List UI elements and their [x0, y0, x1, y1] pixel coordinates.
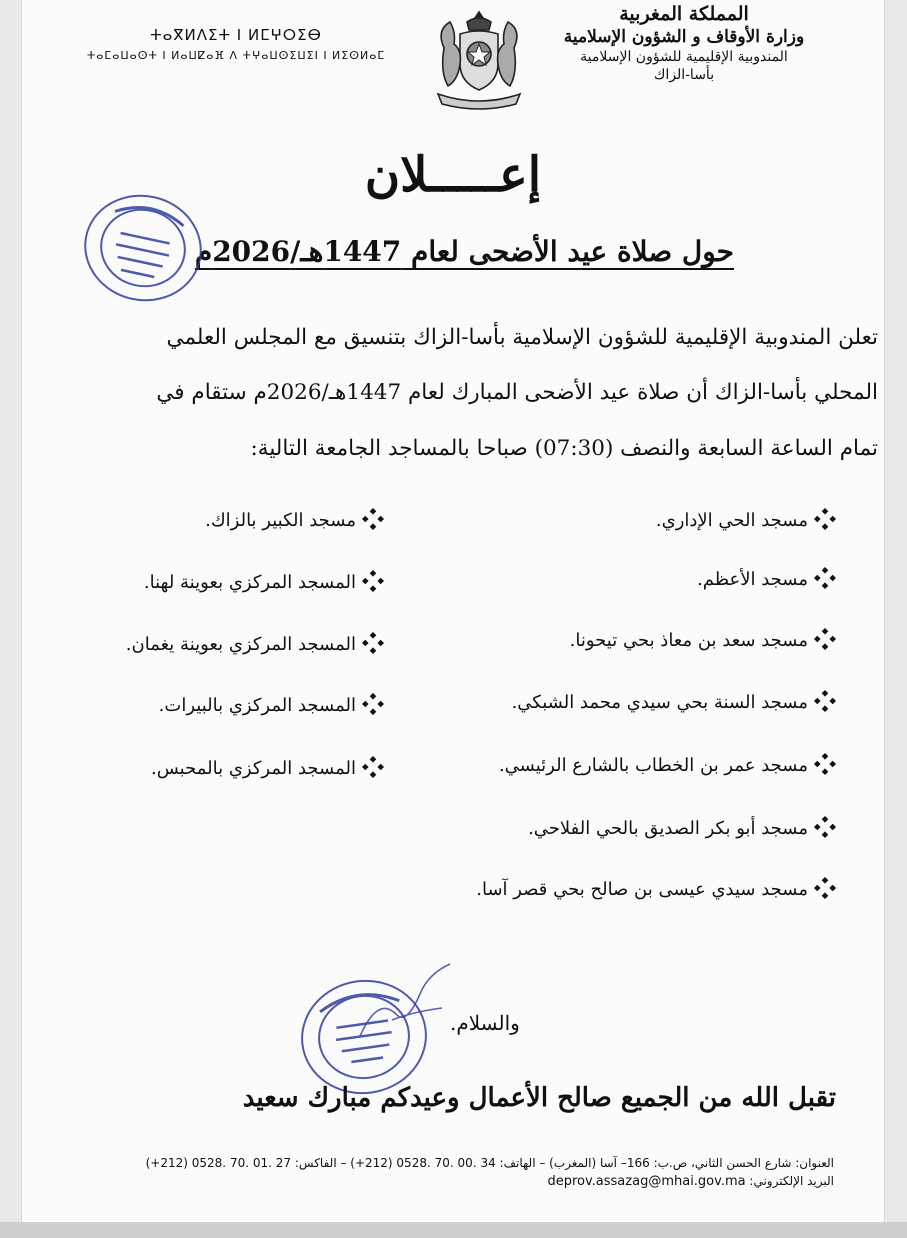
mosque-list-item: [528, 816, 836, 842]
eid-wishes: تقبل الله من الجميع صالح الأعمال وعيدكم مبارك سعيد: [242, 1083, 836, 1113]
mosque-list-item: [697, 567, 836, 593]
bullet-diamond-icon: [362, 570, 384, 592]
header-city: بأسا-الزاك: [653, 67, 715, 83]
footer: [74, 1154, 834, 1191]
header-tifinagh-kingdom: ⵜⴰⴳⵍⴷⵉⵜ ⵏ ⵍⵎⵖⵔⵉⴱ: [150, 26, 322, 44]
mosque-list-item: [126, 632, 384, 658]
mosque-list-item: [656, 508, 836, 534]
footer-email-label: البريد الإلكتروني:: [749, 1174, 834, 1188]
mosque-list-item: [476, 877, 836, 903]
bullet-diamond-icon: [362, 632, 384, 654]
mosque-list-item: [159, 693, 384, 719]
mosque-name: مسجد عمر بن الخطاب بالشارع الرئيسي.: [498, 755, 808, 776]
bullet-diamond-icon: [814, 628, 836, 650]
footer-address: العنوان: شارع الحسن الثاني، ص.ب: 166– آسا (المغرب) – الهاتف: 34 .00 .70 .0528 (212+) – الفاكس: 27 .01 .70 .0528 (212+): [145, 1156, 834, 1170]
header-kingdom: المملكة المغربية: [619, 3, 749, 25]
document-page: [22, 0, 884, 1222]
mosque-name: مسجد أبو بكر الصديق بالحي الفلاحي.: [528, 818, 808, 839]
mosque-list-item: [570, 628, 836, 654]
bullet-diamond-icon: [362, 508, 384, 530]
mosque-list-item: [499, 753, 836, 779]
bullet-diamond-icon: [362, 693, 384, 715]
mosque-name: مسجد سيدي عيسى بن صالح بحي قصر آسا.: [476, 879, 808, 900]
mosque-name: المسجد المركزي بالمحبس.: [151, 758, 356, 779]
bullet-diamond-icon: [814, 877, 836, 899]
body-line-3: تمام الساعة السابعة والنصف (07:30) صباحا بالمساجد الجامعة التالية:: [250, 436, 878, 461]
mosque-list-item: [205, 508, 384, 534]
mosque-name: المسجد المركزي بالبيرات.: [158, 695, 356, 716]
mosque-list-item: [151, 756, 384, 782]
mosque-name: مسجد السنة بحي سيدي محمد الشبكي.: [511, 692, 808, 713]
bullet-diamond-icon: [814, 567, 836, 589]
body-line-1: تعلن المندوبية الإقليمية للشؤون الإسلامية بأسا-الزاك بتنسيق مع المجلس العلمي: [166, 325, 878, 350]
mosque-list-item: [144, 570, 384, 596]
announcement-subtitle: حول صلاة عيد الأضحى لعام 1447هـ/2026م: [194, 235, 734, 268]
mosque-name: مسجد الكبير بالزاك.: [205, 510, 356, 531]
mosque-name: مسجد سعد بن معاذ بحي تيحونا.: [569, 630, 808, 651]
mosque-list-item: [512, 690, 836, 716]
signature-icon: [352, 960, 462, 1050]
mosque-name: مسجد الحي الإداري.: [655, 510, 808, 531]
header-delegation: المندوبية الإقليمية للشؤون الإسلامية: [580, 49, 788, 65]
bullet-diamond-icon: [814, 753, 836, 775]
closing-greeting: والسلام.: [450, 1011, 520, 1035]
header-ministry: وزارة الأوقاف و الشؤون الإسلامية: [563, 27, 805, 47]
page-shadow: [0, 1222, 907, 1238]
bullet-diamond-icon: [814, 690, 836, 712]
moroccan-coat-of-arms-icon: [420, 8, 538, 112]
official-stamp-icon: [67, 176, 219, 320]
bullet-diamond-icon: [814, 816, 836, 838]
body-line-2: المحلي بأسا-الزاك أن صلاة عيد الأضحى المبارك لعام 1447هـ/2026م ستقام في: [156, 380, 878, 405]
header-tifinagh-ministry: ⵜⴰⵎⴰⵡⴰⵙⵜ ⵏ ⵍⴰⵡⵇⴰⴼ ⴷ ⵜⵖⴰⵡⵙⵉⵡⵉⵏ ⵏ ⵍⵉⵙⵍⴰⵎ: [86, 49, 386, 62]
mosque-name: المسجد المركزي بعوينة يغمان.: [125, 634, 356, 655]
mosque-name: المسجد المركزي بعوينة لهنا.: [143, 572, 356, 593]
footer-email: deprov.assazag@mhai.gov.ma: [547, 1174, 746, 1189]
mosque-name: مسجد الأعظم.: [697, 569, 808, 590]
bullet-diamond-icon: [814, 508, 836, 530]
announcement-title: إعـــــلان: [364, 147, 542, 203]
bullet-diamond-icon: [362, 756, 384, 778]
header-arabic: [524, 2, 844, 84]
header-tifinagh: [76, 24, 396, 66]
